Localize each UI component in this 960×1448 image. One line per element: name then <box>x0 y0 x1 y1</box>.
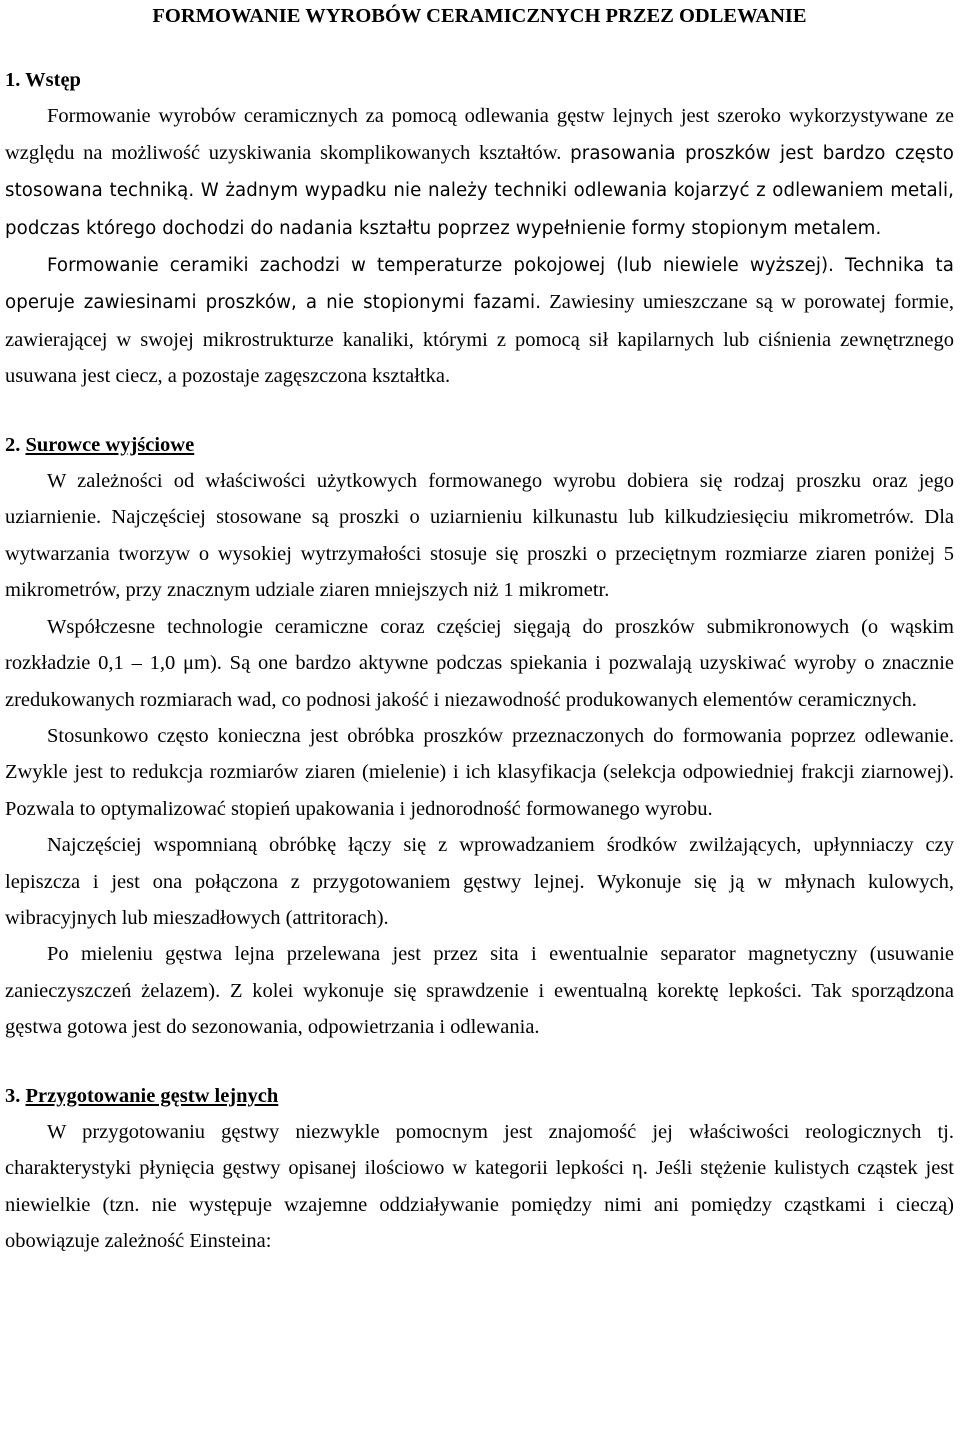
section-1-heading <box>5 62 954 98</box>
section-2-paragraph-4: Najczęściej wspomnianą obróbkę łączy się z wprowadzaniem środków zwilżających, upłynniaczy czy lepiszcza i jest ona połączona z przygotowaniem gęstwy lejnej. Wykonuje się ją w młynach kulowych, wibracyjnych lub mieszadłowych (attritorach). <box>5 834 954 929</box>
section-3-heading <box>5 1078 954 1114</box>
section-1-paragraph-1 <box>5 98 954 247</box>
spacer <box>5 1046 954 1078</box>
section-2-paragraph-3: Stosunkowo często konieczna jest obróbka proszków przeznaczonych do formowania poprzez odlewanie. Zwykle jest to redukcja rozmiarów ziaren (mielenie) i ich klasyfikacja (selekcja odpowiedniej frakcji ziarnowej). Pozwala to optymalizować stopień upakowania i jednorodność formowanego wyrobu. <box>5 724 954 820</box>
spacer <box>5 395 954 427</box>
spacer <box>5 32 954 62</box>
section-number: 2. <box>5 433 21 456</box>
document-title: FORMOWANIE WYROBÓW CERAMICZNYCH PRZEZ ODLEWANIE <box>152 5 807 27</box>
section-3-paragraph-1: W przygotowaniu gęstwy niezwykle pomocnym jest znajomość jej właściwości reologicznych tj. charakterystyki płynięcia gęstwy opisanej ilościowo w kategorii lepkości η. Jeśli stężenie kulistych cząstek jest niewielkie (tzn. nie występuje wzajemne oddziaływanie pomiędzy nimi ani pomiędzy cząstkami i cieczą) obowiązuje zależność Einsteina: <box>5 1120 954 1253</box>
section-number: 1. <box>5 69 21 91</box>
section-2-paragraph-5: Po mieleniu gęstwa lejna przelewana jest przez sita i ewentualnie separator magnetyczny (usuwanie zanieczyszczeń żelazem). Z kolei wykonuje się sprawdzenie i ewentualną korektę lepkości. Tak sporządzona gęstwa gotowa jest do sezonowania, odpowietrzania i odlewania. <box>5 943 954 1039</box>
section-title: Surowce wyjściowe <box>25 433 195 456</box>
section-title: Wstęp <box>25 69 81 91</box>
section-2-paragraph-2: Współczesne technologie ceramiczne coraz częściej sięgają do proszków submikronowych (o wąskim rozkładzie 0,1 – 1,0 μm). Są one bardzo aktywne podczas spiekania i pozwalają uzyskiwać wyroby o znacznie zredukowanych rozmiarach wad, co podnosi jakość i niezawodność produkowanych elementów ceramicznych. <box>5 615 954 711</box>
section-2-heading <box>5 427 954 463</box>
section-title: Przygotowanie gęstw lejnych <box>25 1084 279 1107</box>
paragraph-text: Formowanie wyrobów ceramicznych za pomocą odlewania gęstw lejnych jest szeroko wykorzystywane ze względu na możliwość uzyskiwania skomplikowanych kształtów. <box>5 105 954 164</box>
paragraph-text: Formowanie ceramiki zachodzi w temperaturze pokojowej (lub niewiele wyższej). Technika ta operuje zawiesinami proszków, a nie stopionymi fazami. <box>5 255 954 314</box>
section-2-paragraph-1: W zależności od właściwości użytkowych formowanego wyrobu dobiera się rodzaj proszku oraz jego uziarnienie. Najczęściej stosowane są proszki o uziarnieniu kilkunastu lub kilkudziesięciu mikrometrów. Dla wytwarzania tworzyw o wysokiej wytrzymałości stosuje się proszki o przeciętnym rozmiarze ziaren poniżej 5 mikrometrów, przy znacznym udziale ziaren mniejszych niż 1 mikrometr. <box>5 470 954 602</box>
section-number: 3. <box>5 1084 21 1107</box>
paragraph-text: prasowania proszków jest bardzo często stosowana techniką. W żadnym wypadku nie należy techniki odlewania kojarzyć z odlewaniem metali, podczas którego dochodzi do nadania kształtu poprzez wypełnienie formy stopionym metalem. <box>5 142 955 239</box>
section-1-paragraph-2 <box>5 247 954 395</box>
paragraph-text: Zawiesiny umieszczane są w porowatej formie, zawierającej w swojej mikrostrukturze kanaliki, którymi z pomocą sił kapilarnych lub ciśnienia zewnętrznego usuwana jest ciecz, a pozostaje zagęszczona kształtka. <box>5 291 954 388</box>
